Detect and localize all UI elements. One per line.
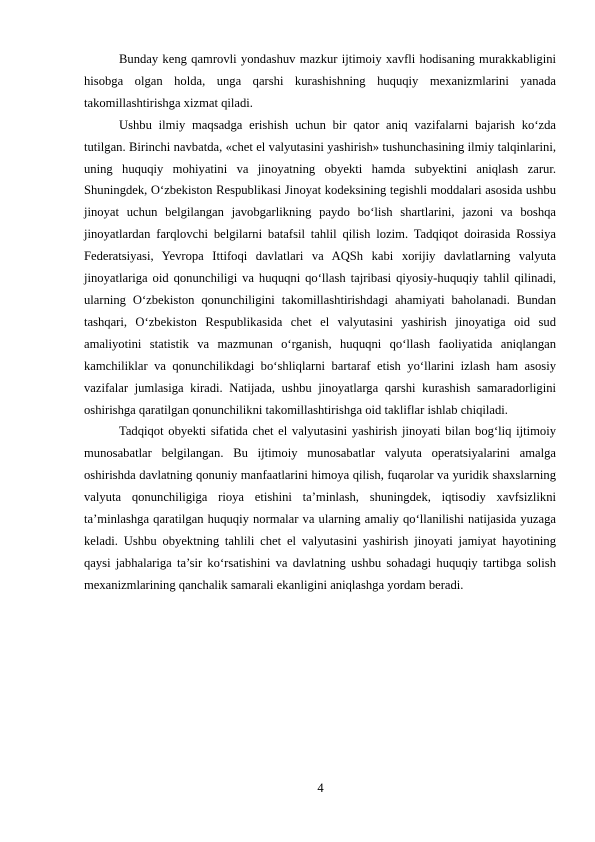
paragraph-2: Ushbu ilmiy maqsadga erishish uchun bir qator aniq vazifalarni bajarish ko‘zda tutilgan. Birinchi navbatda, «chet el valyutasini yashirish» tushunchasining ilmiy talqinlarini, uning huquqiy mohiyatini va jinoyatning obyekti hamda subyektini aniqlash zarur. Shuningdek, O‘zbekiston Respublikasi Jinoyat kodeksining tegishli moddalari asosida ushbu jinoyat uchun belgilangan javobgarlikning paydo bo‘lish shartlarini, jazoni va boshqa jinoyatlardan farqlovchi belgilarni batafsil tahlil qilish lozim. Tadqiqot doirasida Rossiya Federatsiyasi, Yevropa Ittifoqi davlatlari va AQSh kabi xorijiy davlatlarning valyuta jinoyatlariga oid qonunchiligi va huquqni qo‘llash tajribasi qiyosiy-huquqiy tahlil qilinadi, ularning O‘zbekiston qonunchiligini takomillashtirishdagi ahamiyati baholanadi. Bundan tashqari, O‘zbekiston Respublikasida chet el valyutasini yashirish jinoyatiga oid sud amaliyotini statistik va mazmunan o‘rganish, huquqni qo‘llash faoliyatida aniqlangan kamchiliklar va qonunchilikdagi bo‘shliqlarni bartaraf etish yo‘llarini izlash ham asosiy vazifalar jumlasiga kiradi. Natijada, ushbu jinoyatlarga qarshi kurashish samaradorligini oshirishga qaratilgan qonunchilikni takomillashtirishga oid takliflar ishlab chiqiladi.	[84, 117, 556, 417]
paragraph-3: Tadqiqot obyekti sifatida chet el valyutasini yashirish jinoyati bilan bog‘liq ijtimoiy munosabatlar belgilangan. Bu ijtimoiy munosabatlar valyuta operatsiyalarini amalga oshirishda davlatning qonuniy manfaatlarini himoya qilish, fuqarolar va yuridik shaxslarning valyuta qonunchiligiga rioya etishini ta’minlash, shuningdek, iqtisodiy xavfsizlikni ta’minlashga qaratilgan huquqiy normalar va ularning amaliy qo‘llanilishi natijasida yuzaga keladi. Ushbu obyektning tahlili chet el valyutasini yashirish jinoyati jamiyat hayotining qaysi jabhalariga ta’sir ko‘rsatishini va davlatning ushbu sohadagi huquqiy tartibga solish mexanizmlarining qanchalik samarali ekanligini aniqlashga yordam beradi.	[84, 424, 556, 592]
page-number: 4	[317, 781, 324, 795]
document-page	[84, 49, 556, 597]
paragraph-1: Bunday keng qamrovli yondashuv mazkur ijtimoiy xavfli hodisaning murakkabligini hisobga olgan holda, unga qarshi kurashishning huquqiy mexanizmlarini yanada takomillashtirishga xizmat qiladi.	[84, 52, 556, 110]
